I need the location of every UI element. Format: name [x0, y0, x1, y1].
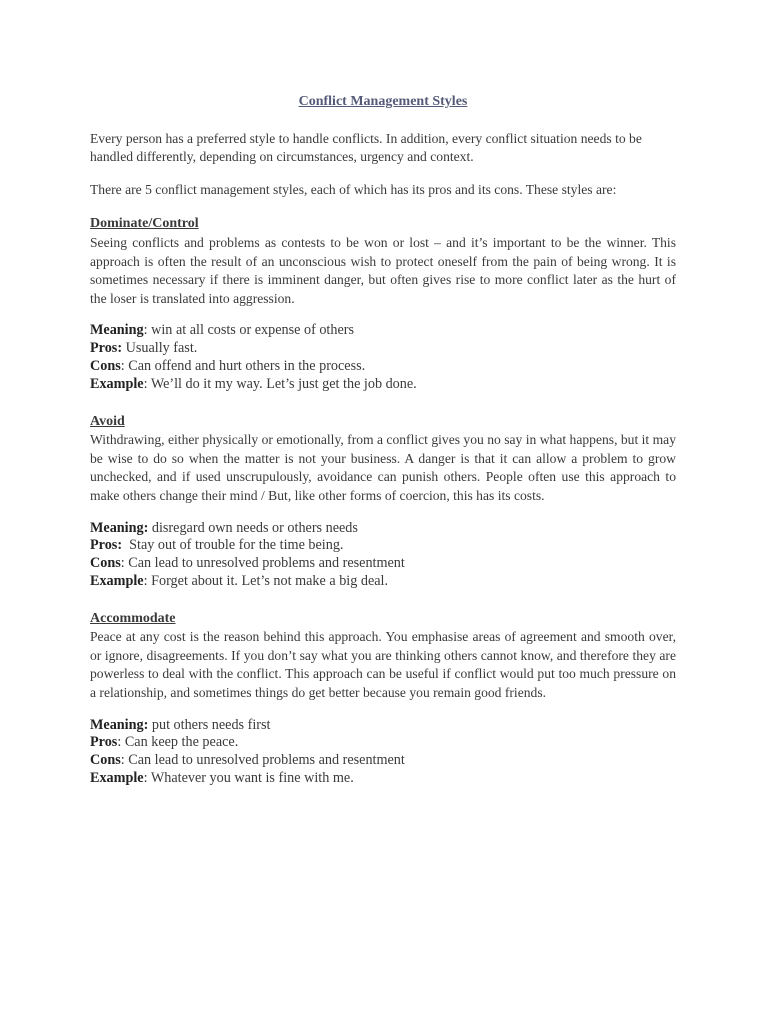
field-separator: :	[143, 770, 151, 787]
field-value: We’ll do it my way. Let’s just get the job done.	[150, 375, 417, 392]
field-key: Pros	[90, 734, 118, 751]
field-key: Example	[90, 770, 144, 787]
field-value: Can lead to unresolved problems and resentment	[128, 752, 405, 769]
example-row	[90, 573, 676, 591]
field-value: Forget about it. Let’s not make a big deal.	[151, 572, 389, 589]
example-row	[90, 376, 676, 394]
field-value: Can lead to unresolved problems and resentment	[128, 555, 405, 572]
pros-row	[90, 734, 676, 752]
intro-paragraph: Every person has a preferred style to handle conflicts. In addition, every conflict situation needs to be handled differently, depending on circumstances, urgency and context.	[90, 130, 642, 165]
field-value: put others needs first	[151, 716, 271, 733]
section-body: Withdrawing, either physically or emotionally, from a conflict gives you no say in what happens, but it may be wise to do so when the matter is not your business. A danger is that it can allow a problem to grow unchecked, and if used unscrupulously, avoidance can punish others. People often use this approach to make others change their mind / But, like other forms of coercion, this has its costs.	[90, 432, 676, 503]
field-list	[90, 520, 676, 591]
meaning-row	[90, 322, 676, 340]
field-separator: :	[120, 357, 129, 374]
meaning-row	[90, 717, 676, 735]
pros-row	[90, 537, 676, 555]
field-separator: :	[143, 572, 152, 589]
field-key: Cons	[90, 555, 121, 572]
field-separator: :	[120, 752, 129, 769]
section-avoid	[90, 413, 676, 591]
field-value: Usually fast.	[125, 340, 198, 357]
example-row	[90, 770, 676, 788]
field-key: Example	[90, 572, 144, 589]
section-heading: Dominate/Control	[90, 216, 199, 232]
field-value: Can offend and hurt others in the process.	[128, 357, 366, 374]
field-value: Can keep the peace.	[124, 734, 239, 751]
document-title: Conflict Management Styles	[298, 94, 468, 109]
field-value: win at all costs or expense of others	[151, 322, 355, 339]
field-separator: :	[117, 734, 125, 751]
field-key: Meaning:	[90, 519, 149, 536]
meaning-row	[90, 520, 676, 538]
section-heading: Accommodate	[90, 610, 176, 626]
field-value: disregard own needs or others needs	[151, 519, 358, 536]
field-key: Meaning	[90, 322, 144, 339]
cons-row	[90, 752, 676, 770]
cons-row	[90, 358, 676, 376]
document-page	[90, 93, 676, 807]
field-key: Example	[90, 375, 144, 392]
field-key: Meaning:	[90, 716, 149, 733]
field-key: Cons	[90, 357, 121, 374]
section-body: Peace at any cost is the reason behind this approach. You emphasise areas of agreement and smooth over, or ignore, disagreements. If you don’t say what you are thinking others cannot know, and therefore they are powerless to deal with the conflict. This approach can be useful if conflict would put too much pressure on a relationship, and sometimes things do get better because you remain good friends.	[90, 629, 676, 701]
cons-row	[90, 555, 676, 573]
field-separator: :	[120, 555, 129, 572]
field-key: Cons	[90, 752, 121, 769]
field-key: Pros:	[90, 537, 123, 554]
field-value: Whatever you want is fine with me.	[150, 770, 354, 787]
pros-row	[90, 340, 676, 358]
field-list	[90, 322, 676, 393]
field-value: Stay out of trouble for the time being.	[129, 537, 344, 554]
section-body: Seeing conflicts and problems as contests to be won or lost – and it’s important to be the winner. This approach is often the result of an unconscious wish to protect oneself from the pain of being wrong. It is sometimes necessary if there is imminent danger, but often gives rise to more conflict later as the hurt of the loser is translated into aggression.	[90, 234, 676, 306]
field-list	[90, 717, 676, 788]
section-accommodate	[90, 610, 676, 788]
field-separator: :	[143, 322, 152, 339]
section-dominate-control	[90, 215, 676, 393]
field-separator: :	[143, 375, 151, 392]
section-heading: Avoid	[90, 413, 125, 429]
field-key: Pros:	[90, 340, 123, 357]
styles-overview-paragraph: There are 5 conflict management styles, each of which has its pros and its cons. These styles are:	[90, 181, 617, 197]
